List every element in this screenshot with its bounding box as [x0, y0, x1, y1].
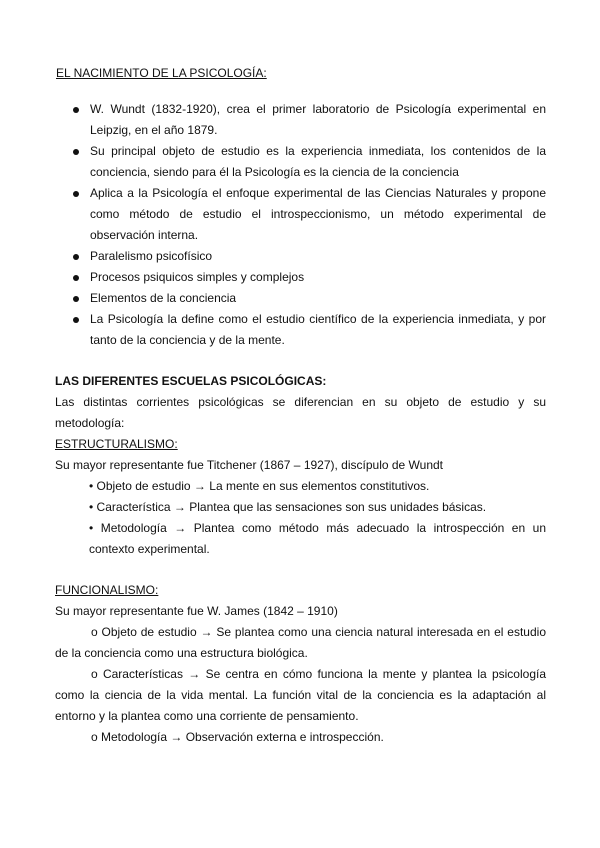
list-item: Elementos de la conciencia — [56, 288, 546, 309]
list-item: o Características → Se centra en cómo funciona la mente y plantea la psicología como la ciencia de la vida mental. La función vital de la conciencia es la adaptación al entorno y la plantea como una corriente de pensamiento. — [55, 667, 546, 723]
bullet-dot-icon — [73, 317, 79, 323]
list-item: La Psicología la define como el estudio científico de la experiencia inmediata, y por tanto de la conciencia y de la mente. — [56, 309, 546, 351]
list-item: Procesos psiquicos simples y complejos — [56, 267, 546, 288]
list-item: Paralelismo psicofísico — [56, 246, 546, 267]
schools-section — [55, 371, 546, 560]
list-item: • Objeto de estudio → La mente en sus elementos constitutivos. — [89, 479, 430, 493]
list-item: W. Wundt (1832-1920), crea el primer laboratorio de Psicología experimental en Leipzig, en el año 1879. — [56, 99, 546, 141]
list-item: • Metodología → Plantea como método más adecuado la introspección en un contexto experimental. — [89, 521, 546, 556]
list-item: Su principal objeto de estudio es la experiencia inmediata, los contenidos de la conciencia, siendo para él la Psicología es la ciencia de la conciencia — [56, 141, 546, 183]
bullet-dot-icon — [73, 296, 79, 302]
list-item: • Característica → Plantea que las sensaciones son sus unidades básicas. — [89, 500, 487, 514]
estructuralismo-representative: Su mayor representante fue Titchener (1867 – 1927), discípulo de Wundt — [55, 458, 444, 472]
bullet-dot-icon — [73, 107, 79, 113]
bullet-dot-icon — [73, 191, 79, 197]
subheading-estructuralismo: ESTRUCTURALISMO: — [55, 437, 178, 451]
list-item: Aplica a la Psicología el enfoque experimental de las Ciencias Naturales y propone como método de estudio el introspeccionismo, un método experimental de observación interna. — [56, 183, 546, 246]
funcionalismo-representative: Su mayor representante fue W. James (1842 – 1910) — [55, 604, 338, 618]
schools-intro: Las distintas corrientes psicológicas se diferencian en su objeto de estudio y su metodología: — [55, 395, 546, 430]
subheading-funcionalismo: FUNCIONALISMO: — [55, 583, 159, 597]
bullet-dot-icon — [73, 275, 79, 281]
estructuralismo-list — [55, 476, 546, 560]
wundt-bullet-list — [56, 99, 546, 351]
bullet-dot-icon — [73, 149, 79, 155]
list-item: o Metodología → Observación externa e introspección. — [91, 730, 384, 744]
section-heading-escuelas: LAS DIFERENTES ESCUELAS PSICOLÓGICAS: — [55, 374, 327, 388]
list-item: o Objeto de estudio → Se plantea como una ciencia natural interesada en el estudio de la conciencia como una estructura biológica. — [55, 625, 546, 660]
funcionalismo-section — [55, 580, 546, 748]
section-heading-nacimiento: EL NACIMIENTO DE LA PSICOLOGÍA: — [56, 66, 267, 80]
bullet-dot-icon — [73, 254, 79, 260]
